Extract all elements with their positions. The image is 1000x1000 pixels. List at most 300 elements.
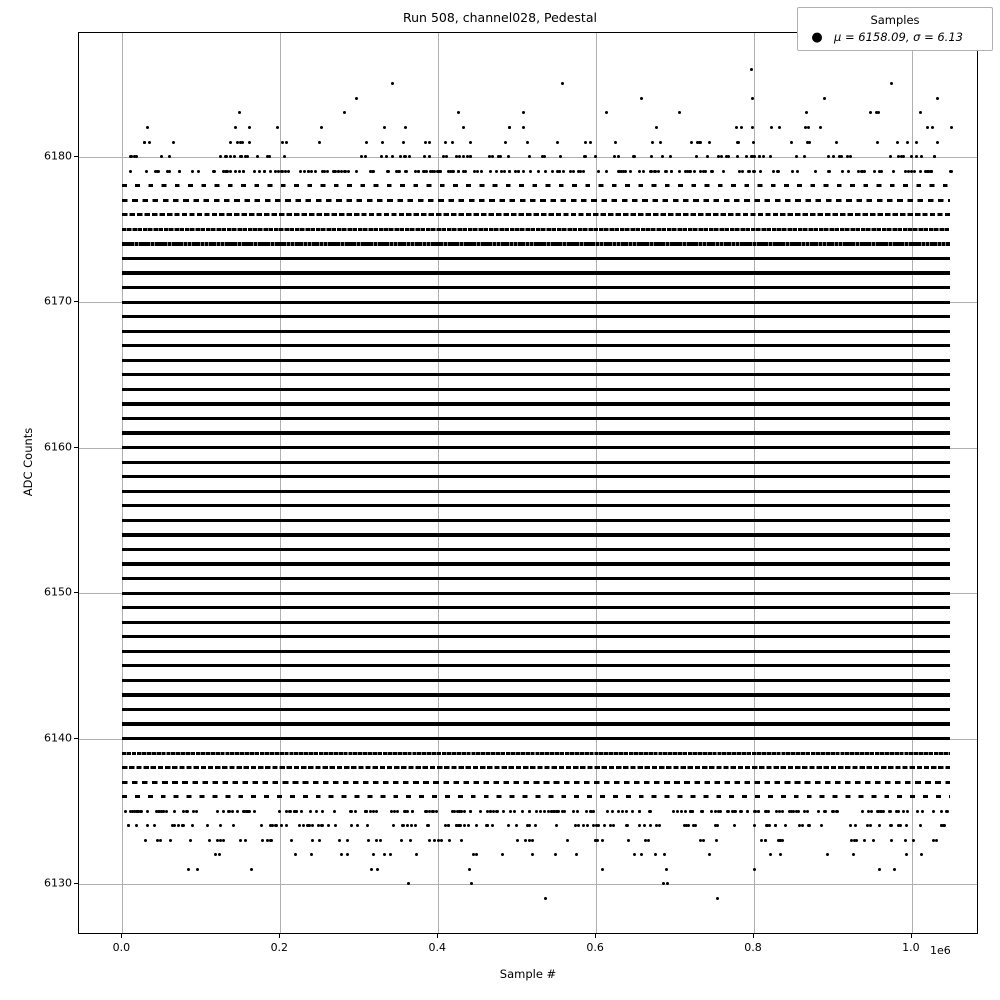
page-title: Run 508, channel028, Pedestal <box>403 10 597 25</box>
scatter-point <box>321 810 324 813</box>
scatter-point <box>769 853 772 856</box>
scatter-point <box>509 810 512 813</box>
scatter-point <box>878 824 881 827</box>
scatter-band <box>122 446 950 449</box>
scatter-point <box>266 839 269 842</box>
scatter-point <box>678 170 681 173</box>
scatter-band <box>122 271 950 274</box>
scatter-point <box>157 170 160 173</box>
scatter-point <box>528 810 531 813</box>
scatter-point <box>239 839 242 842</box>
scatter-point <box>467 824 470 827</box>
scatter-point <box>489 810 492 813</box>
scatter-point <box>764 839 767 842</box>
y-tick <box>74 738 78 739</box>
scatter-point <box>638 824 641 827</box>
scatter-point <box>391 155 394 158</box>
scatter-point <box>350 824 353 827</box>
scatter-point <box>469 155 472 158</box>
scatter-band <box>122 635 950 638</box>
scatter-point <box>693 170 696 173</box>
scatter-point <box>933 155 936 158</box>
scatter-point <box>270 839 273 842</box>
scatter-point <box>320 126 323 129</box>
scatter-band <box>122 126 950 129</box>
scatter-point <box>814 170 817 173</box>
scatter-point <box>863 839 866 842</box>
scatter-point <box>129 170 132 173</box>
scatter-point <box>738 170 741 173</box>
scatter-point <box>173 810 176 813</box>
legend-item-label: μ = 6158.09, σ = 6.13 <box>834 30 963 44</box>
scatter-point <box>187 868 190 871</box>
scatter-band <box>122 257 950 260</box>
scatter-point <box>597 824 600 827</box>
scatter-point <box>790 141 793 144</box>
scatter-point <box>769 155 772 158</box>
scatter-point <box>824 810 827 813</box>
scatter-band <box>122 679 950 682</box>
scatter-point <box>393 810 396 813</box>
scatter-point <box>929 170 932 173</box>
scatter-point <box>182 810 185 813</box>
scatter-point <box>727 155 730 158</box>
scatter-point <box>528 824 531 827</box>
scatter-point <box>318 839 321 842</box>
scatter-point <box>640 97 643 100</box>
scatter-point <box>702 839 705 842</box>
scatter-point <box>462 126 465 129</box>
scatter-point <box>186 810 189 813</box>
scatter-band <box>122 475 950 478</box>
scatter-point <box>618 170 621 173</box>
scatter-point <box>655 824 658 827</box>
scatter-point <box>916 810 919 813</box>
scatter-band <box>122 359 950 362</box>
scatter-point <box>575 853 578 856</box>
scatter-point <box>274 170 277 173</box>
scatter-band <box>122 184 950 187</box>
scatter-point <box>876 141 879 144</box>
scatter-point <box>932 810 935 813</box>
scatter-point <box>256 155 259 158</box>
scatter-point <box>762 155 765 158</box>
point-marker-icon: ● <box>811 29 823 45</box>
scatter-point <box>146 126 149 129</box>
scatter-point <box>503 170 506 173</box>
scatter-point <box>350 810 353 813</box>
scatter-point <box>774 824 777 827</box>
scatter-point <box>611 810 614 813</box>
scatter-point <box>395 170 398 173</box>
scatter-point <box>758 155 761 158</box>
scatter-band <box>122 752 950 755</box>
scatter-point <box>741 170 744 173</box>
scatter-point <box>692 824 695 827</box>
y-tick-label: 6170 <box>44 294 72 308</box>
scatter-point <box>551 170 554 173</box>
scatter-point <box>621 810 624 813</box>
scatter-point <box>447 824 450 827</box>
scatter-point <box>541 155 544 158</box>
scatter-point <box>669 155 672 158</box>
scatter-point <box>704 170 707 173</box>
scatter-point <box>795 810 798 813</box>
scatter-point <box>808 141 811 144</box>
scatter-point <box>753 824 756 827</box>
scatter-point <box>597 170 600 173</box>
scatter-point <box>245 810 248 813</box>
scatter-point <box>647 839 650 842</box>
scatter-point <box>234 126 237 129</box>
scatter-point <box>695 155 698 158</box>
scatter-point <box>676 810 679 813</box>
scatter-point <box>878 868 881 871</box>
scatter-point <box>310 170 313 173</box>
scatter-point <box>559 155 562 158</box>
scatter-point <box>451 810 454 813</box>
scatter-point <box>266 155 269 158</box>
scatter-point <box>294 853 297 856</box>
scatter-point <box>402 141 405 144</box>
scatter-point <box>554 853 557 856</box>
scatter-point <box>414 170 417 173</box>
scatter-point <box>612 824 615 827</box>
scatter-point <box>921 810 924 813</box>
scatter-point <box>711 170 714 173</box>
scatter-point <box>229 141 232 144</box>
scatter-point <box>910 155 913 158</box>
scatter-point <box>463 810 466 813</box>
scatter-point <box>276 126 279 129</box>
scatter-band <box>122 344 950 347</box>
scatter-point <box>690 141 693 144</box>
scatter-point <box>806 810 809 813</box>
scatter-band <box>122 417 950 420</box>
scatter-point <box>659 141 662 144</box>
scatter-point <box>805 111 808 114</box>
scatter-point <box>716 824 719 827</box>
scatter-point <box>877 111 880 114</box>
scatter-point <box>765 810 768 813</box>
scatter-point <box>852 853 855 856</box>
scatter-point <box>946 810 949 813</box>
scatter-point <box>890 839 893 842</box>
scatter-point <box>867 810 870 813</box>
scatter-point <box>622 170 625 173</box>
scatter-band <box>122 461 950 464</box>
scatter-point <box>760 839 763 842</box>
scatter-point <box>832 810 835 813</box>
scatter-point <box>375 810 378 813</box>
scatter-point <box>817 810 820 813</box>
scatter-point <box>915 141 918 144</box>
scatter-point <box>820 824 823 827</box>
scatter-point <box>462 155 465 158</box>
scatter-point <box>562 170 565 173</box>
scatter-point <box>261 839 264 842</box>
scatter-point <box>751 97 754 100</box>
scatter-point <box>491 155 494 158</box>
scatter-point <box>269 170 272 173</box>
scatter-point <box>617 810 620 813</box>
scatter-point <box>788 810 791 813</box>
scatter-point <box>629 170 632 173</box>
scatter-point <box>469 810 472 813</box>
scatter-point <box>355 170 358 173</box>
legend <box>797 7 993 51</box>
scatter-point <box>135 824 138 827</box>
y-axis-label: ADC Counts <box>21 427 35 497</box>
scatter-point <box>734 810 737 813</box>
scatter-point <box>246 155 249 158</box>
scatter-band <box>122 766 950 769</box>
scatter-point <box>158 810 161 813</box>
scatter-point <box>196 868 199 871</box>
scatter-band <box>122 737 950 740</box>
scatter-point <box>740 126 743 129</box>
scatter-band <box>122 97 950 100</box>
scatter-point <box>920 853 923 856</box>
scatter-point <box>309 810 312 813</box>
scatter-point <box>380 155 383 158</box>
scatter-point <box>499 155 502 158</box>
scatter-point <box>826 853 829 856</box>
scatter-point <box>558 170 561 173</box>
scatter-point <box>146 824 149 827</box>
scatter-point <box>406 810 409 813</box>
scatter-point <box>327 824 330 827</box>
scatter-band <box>122 431 950 434</box>
scatter-point <box>253 810 256 813</box>
scatter-point <box>169 839 172 842</box>
scatter-point <box>311 824 314 827</box>
scatter-point <box>491 824 494 827</box>
scatter-point <box>576 810 579 813</box>
scatter-point <box>495 810 498 813</box>
scatter-point <box>165 810 168 813</box>
scatter-point <box>642 170 645 173</box>
scatter-point <box>439 170 442 173</box>
scatter-band <box>122 228 950 231</box>
scatter-point <box>524 839 527 842</box>
scatter-band <box>122 68 950 71</box>
scatter-point <box>173 824 176 827</box>
scatter-point <box>566 839 569 842</box>
scatter-point <box>893 868 896 871</box>
scatter-point <box>372 170 375 173</box>
scatter-point <box>219 839 222 842</box>
scatter-point <box>168 155 171 158</box>
scatter-point <box>700 810 703 813</box>
scatter-point <box>300 810 303 813</box>
scatter-band <box>122 650 950 653</box>
scatter-point <box>233 155 236 158</box>
scatter-point <box>502 810 505 813</box>
scatter-band <box>122 213 950 216</box>
scatter-point <box>751 126 754 129</box>
scatter-point <box>796 170 799 173</box>
x-tick-label: 0.2 <box>270 941 289 954</box>
scatter-point <box>708 853 711 856</box>
scatter-point <box>906 810 909 813</box>
scatter-band <box>122 897 950 900</box>
scatter-point <box>250 868 253 871</box>
scatter-point <box>716 897 719 900</box>
scatter-point <box>835 141 838 144</box>
scatter-point <box>662 882 665 885</box>
scatter-point <box>318 141 321 144</box>
scatter-point <box>537 170 540 173</box>
scatter-point <box>807 126 810 129</box>
scatter-point <box>563 810 566 813</box>
scatter-point <box>892 170 895 173</box>
scatter-point <box>613 155 616 158</box>
scatter-point <box>840 155 843 158</box>
scatter-point <box>192 810 195 813</box>
scatter-point <box>470 882 473 885</box>
scatter-point <box>880 170 883 173</box>
scatter-point <box>516 839 519 842</box>
scatter-point <box>869 824 872 827</box>
scatter-point <box>857 170 860 173</box>
scatter-point <box>649 810 652 813</box>
scatter-point <box>849 155 852 158</box>
scatter-point <box>882 810 885 813</box>
scatter-point <box>784 824 787 827</box>
scatter-point <box>389 853 392 856</box>
scatter-point <box>172 141 175 144</box>
scatter-point <box>791 170 794 173</box>
scatter-point <box>653 170 656 173</box>
scatter-point <box>513 810 516 813</box>
scatter-point <box>572 170 575 173</box>
scatter-point <box>609 824 612 827</box>
scatter-point <box>360 155 363 158</box>
scatter-point <box>315 810 318 813</box>
scatter-point <box>849 824 852 827</box>
x-axis-exponent: 1e6 <box>930 944 951 957</box>
scatter-point <box>899 824 902 827</box>
scatter-point <box>290 839 293 842</box>
scatter-point <box>655 126 658 129</box>
scatter-point <box>411 810 414 813</box>
scatter-point <box>722 170 725 173</box>
scatter-point <box>222 839 225 842</box>
scatter-point <box>866 824 869 827</box>
scatter-point <box>759 170 762 173</box>
scatter-point <box>624 170 627 173</box>
scatter-point <box>861 170 864 173</box>
scatter-point <box>168 170 171 173</box>
scatter-point <box>275 824 278 827</box>
scatter-point <box>231 810 234 813</box>
scatter-point <box>739 810 742 813</box>
scatter-band <box>122 621 950 624</box>
scatter-point <box>752 141 755 144</box>
scatter-point <box>197 170 200 173</box>
scatter-point <box>433 170 436 173</box>
scatter-point <box>238 170 241 173</box>
scatter-point <box>715 839 718 842</box>
scatter-point <box>410 824 413 827</box>
scatter-point <box>535 810 538 813</box>
scatter-point <box>631 810 634 813</box>
scatter-point <box>617 155 620 158</box>
scatter-point <box>195 810 198 813</box>
scatter-point <box>229 155 232 158</box>
scatter-point <box>366 824 369 827</box>
scatter-point <box>303 170 306 173</box>
scatter-point <box>658 824 661 827</box>
scatter-point <box>476 170 479 173</box>
scatter-point <box>633 155 636 158</box>
scatter-point <box>302 824 305 827</box>
scatter-point <box>244 839 247 842</box>
y-tick-label: 6140 <box>44 731 72 745</box>
scatter-point <box>753 170 756 173</box>
scatter-point <box>854 824 857 827</box>
scatter-point <box>307 170 310 173</box>
scatter-point <box>124 810 127 813</box>
scatter-point <box>399 155 402 158</box>
scatter-point <box>338 839 341 842</box>
scatter-point <box>354 810 357 813</box>
scatter-point <box>835 810 838 813</box>
scatter-point <box>531 839 534 842</box>
scatter-band <box>122 533 950 536</box>
scatter-point <box>827 155 830 158</box>
scatter-point <box>191 170 194 173</box>
scatter-point <box>285 824 288 827</box>
scatter-point <box>890 824 893 827</box>
x-tick-label: 0.4 <box>428 941 446 954</box>
scatter-point <box>606 810 609 813</box>
scatter-point <box>206 824 209 827</box>
scatter-point <box>590 810 593 813</box>
scatter-point <box>242 170 245 173</box>
scatter-band <box>122 592 950 595</box>
scatter-point <box>745 155 748 158</box>
scatter-band <box>122 722 950 725</box>
scatter-band <box>122 315 950 318</box>
scatter-point <box>285 141 288 144</box>
scatter-point <box>222 810 225 813</box>
scatter-point <box>531 853 534 856</box>
scatter-point <box>367 839 370 842</box>
scatter-point <box>725 155 728 158</box>
scatter-point <box>383 126 386 129</box>
scatter-band <box>122 330 950 333</box>
scatter-point <box>333 810 336 813</box>
scatter-point <box>539 810 542 813</box>
scatter-point <box>280 824 283 827</box>
scatter-point <box>238 111 241 114</box>
scatter-point <box>522 170 525 173</box>
scatter-point <box>343 111 346 114</box>
scatter-point <box>757 810 760 813</box>
scatter-point <box>873 170 876 173</box>
scatter-point <box>372 810 375 813</box>
scatter-point <box>912 839 915 842</box>
scatter-point <box>529 170 532 173</box>
scatter-band <box>122 693 950 696</box>
scatter-point <box>240 155 243 158</box>
scatter-point <box>400 839 403 842</box>
scatter-point <box>594 155 597 158</box>
scatter-point <box>861 810 864 813</box>
scatter-point <box>651 141 654 144</box>
